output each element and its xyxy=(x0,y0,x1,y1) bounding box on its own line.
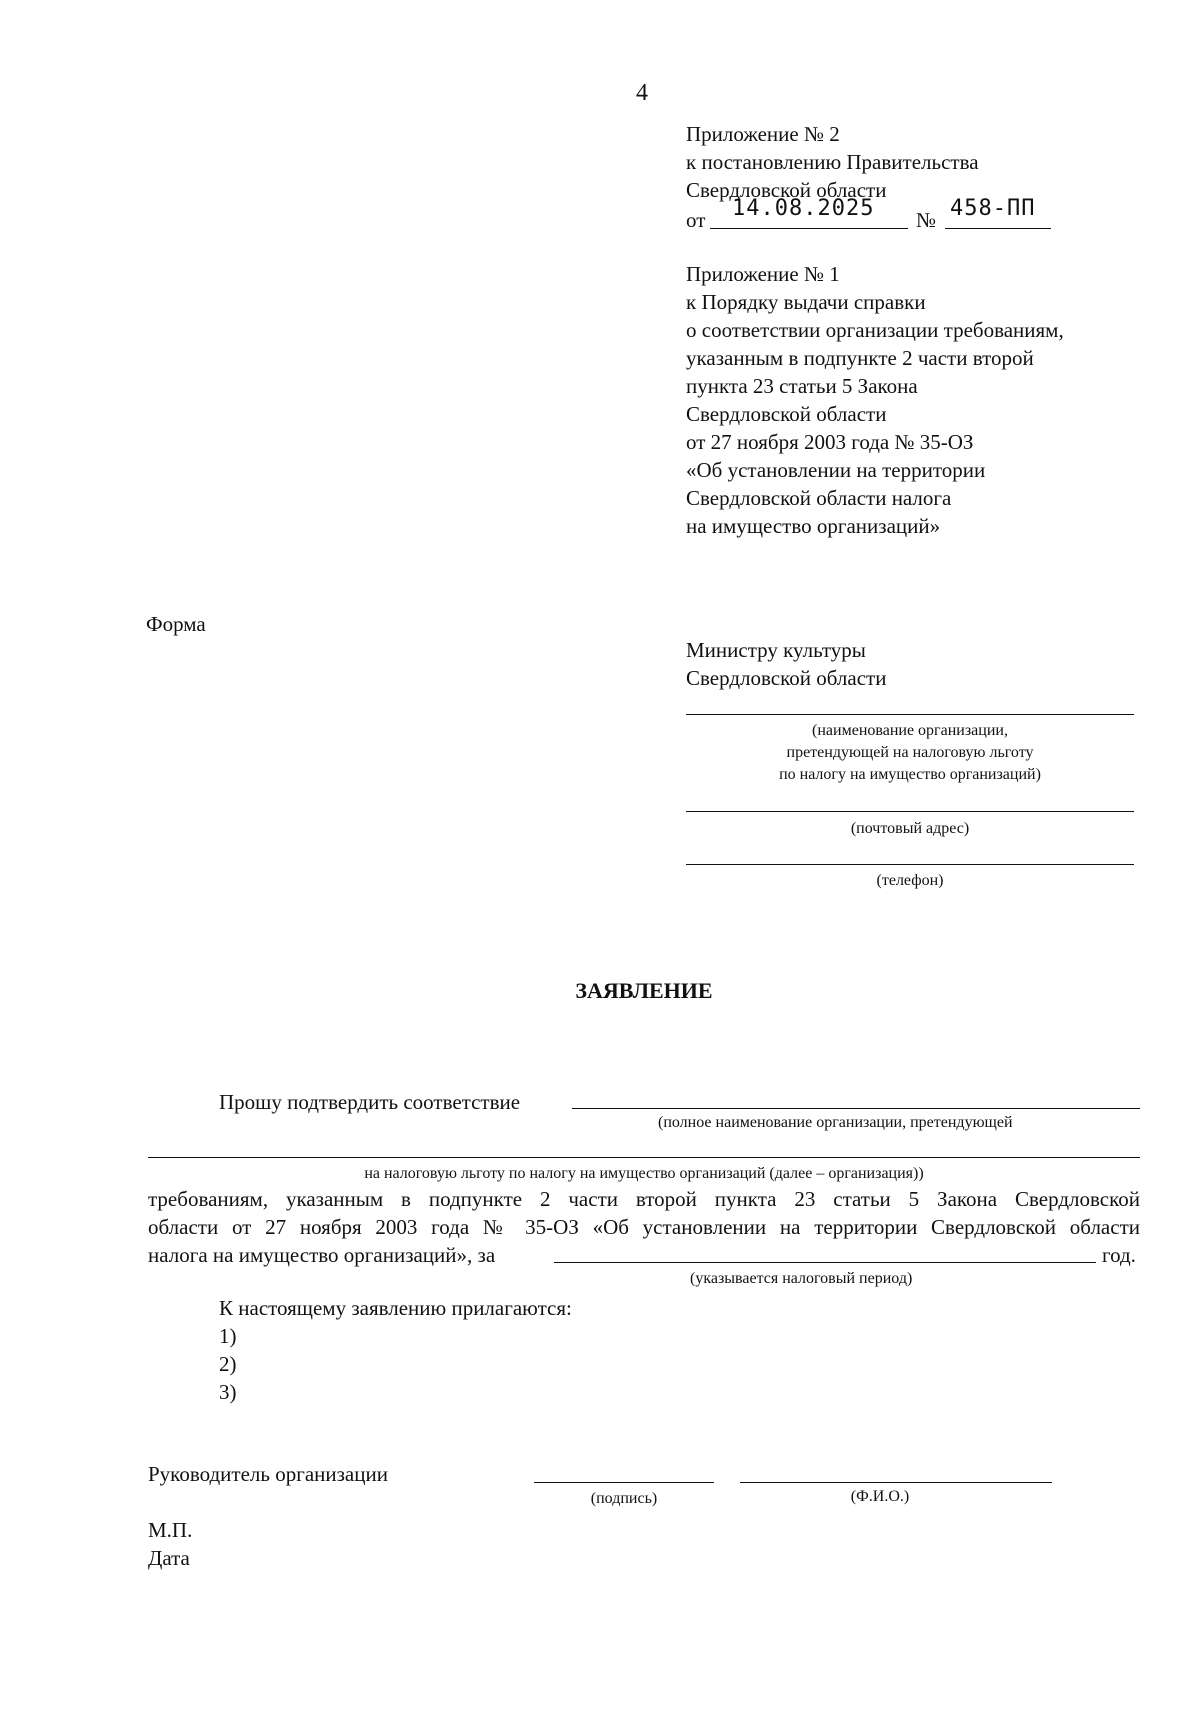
appendix1-line: Свердловской области налога xyxy=(686,486,952,510)
request-lead: Прошу подтвердить соответствие xyxy=(219,1090,521,1114)
stamp-label: М.П. xyxy=(148,1518,193,1542)
benefit-caption: на налоговую льготу по налогу на имущество организаций (далее – организация)) xyxy=(364,1165,924,1182)
number-underline xyxy=(945,228,1051,229)
signature-caption: (подпись) xyxy=(590,1490,658,1507)
para-line1: требованиям, указанным в подпункте 2 части второй пункта 23 статьи 5 Закона Свердловской xyxy=(148,1187,1140,1211)
appendix1-line: от 27 ноября 2003 года № 35-ОЗ xyxy=(686,430,974,454)
appendix1-line: «Об установлении на территории xyxy=(686,458,986,482)
tax-period-field[interactable] xyxy=(554,1262,1096,1263)
appendix1-line: пункта 23 статьи 5 Закона xyxy=(686,374,918,398)
full-name-field-continued[interactable] xyxy=(148,1157,1140,1158)
fio-caption: (Ф.И.О.) xyxy=(850,1488,910,1505)
appendix1-line: на имущество организаций» xyxy=(686,514,941,538)
postal-address-field[interactable] xyxy=(686,811,1134,812)
full-name-caption: (полное наименование организации, претендующей xyxy=(658,1114,1013,1131)
appendix1-line: указанным в подпункте 2 части второй xyxy=(686,346,1034,370)
org-name-field[interactable] xyxy=(686,714,1134,715)
appendix2-line3: Свердловской области xyxy=(686,178,887,202)
para-line3-start: налога на имущество организаций», за xyxy=(148,1243,496,1267)
phone-caption: (телефон) xyxy=(876,872,944,889)
attachment-item: 3) xyxy=(219,1380,237,1404)
appendix2-number-label: № xyxy=(916,208,937,232)
date-underline xyxy=(710,228,908,229)
phone-field[interactable] xyxy=(686,864,1134,865)
attachments-label: К настоящему заявлению прилагаются: xyxy=(219,1296,572,1320)
addressee-block xyxy=(686,636,886,692)
signature-field[interactable] xyxy=(534,1482,714,1483)
date-label: Дата xyxy=(148,1546,190,1570)
head-label: Руководитель организации xyxy=(148,1462,388,1486)
appendix2-block xyxy=(686,120,979,204)
attachment-item: 1) xyxy=(219,1324,237,1348)
tax-period-caption: (указывается налоговый период) xyxy=(690,1270,913,1287)
addressee-line2: Свердловской области xyxy=(686,666,887,690)
decree-number: 458-ПП xyxy=(950,196,1036,221)
page-number: 4 xyxy=(636,80,648,106)
appendix2-line1: Приложение № 2 xyxy=(686,122,840,146)
appendix1-line: к Порядку выдачи справки xyxy=(686,290,926,314)
appendix1-line: о соответствии организации требованиям, xyxy=(686,318,1064,342)
full-name-field[interactable] xyxy=(572,1108,1140,1109)
org-name-caption: (наименование организации, претендующей на налоговую льготу по налогу на имущество организаций) xyxy=(779,722,1041,783)
appendix1-line: Приложение № 1 xyxy=(686,262,840,286)
addressee-line1: Министру культуры xyxy=(686,638,866,662)
para-line3-end: год. xyxy=(1102,1243,1136,1267)
appendix2-from-label: от xyxy=(686,208,706,232)
decree-date: 14.08.2025 xyxy=(732,196,875,221)
attachment-item: 2) xyxy=(219,1352,237,1376)
appendix2-line2: к постановлению Правительства xyxy=(686,150,979,174)
appendix1-line: Свердловской области xyxy=(686,402,887,426)
document-title: ЗАЯВЛЕНИЕ xyxy=(575,978,713,1003)
full-name-signature-field[interactable] xyxy=(740,1482,1052,1483)
postal-address-caption: (почтовый адрес) xyxy=(850,820,970,837)
para-line2: области от 27 ноября 2003 года № 35-ОЗ «Об установлении на территории Свердловской области xyxy=(148,1215,1140,1239)
appendix1-block xyxy=(686,260,1064,540)
form-label: Форма xyxy=(146,612,206,636)
